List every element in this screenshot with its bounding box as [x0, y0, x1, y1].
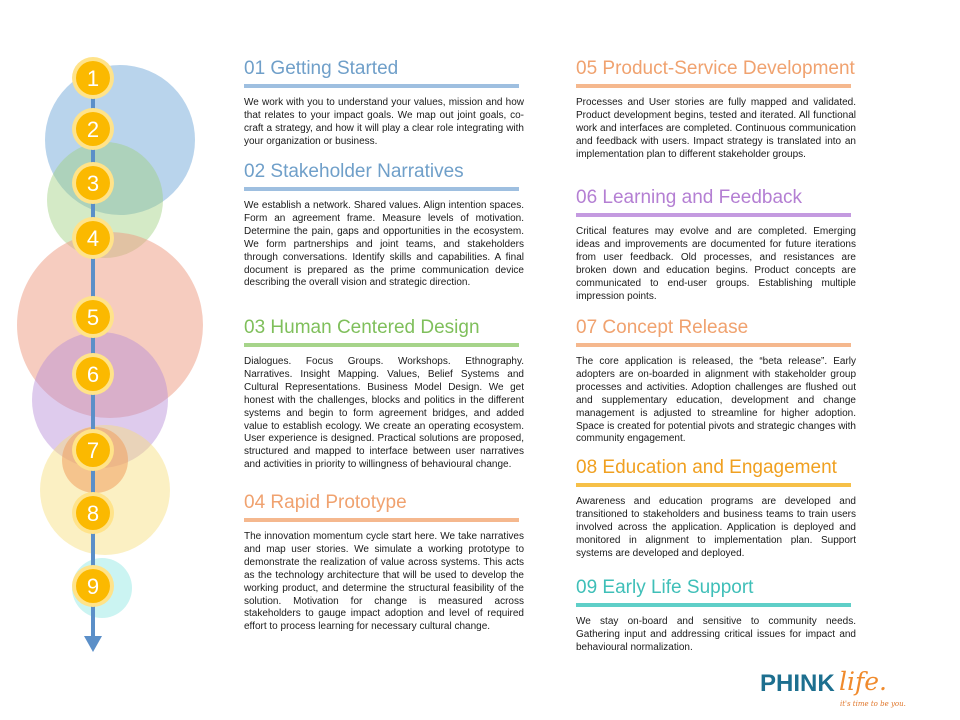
section-divider: [576, 84, 851, 88]
section-06: [576, 187, 856, 303]
step-marker-2: [72, 108, 114, 150]
section-divider: [576, 603, 851, 607]
marker-number: 7: [86, 438, 100, 463]
timeline-graphic: [0, 0, 230, 720]
section-divider: [244, 343, 519, 347]
section-divider: [244, 84, 519, 88]
section-01: [244, 58, 524, 149]
step-marker-4: [72, 217, 114, 259]
section-05: [576, 58, 856, 162]
marker-number: 1: [86, 66, 100, 91]
section-title: 09 Early Life Support: [576, 577, 754, 598]
section-body: We stay on-board and sensitive to community needs. Gathering input and addressing critical issues for impact and behavioural normalization.: [576, 616, 856, 653]
section-03: [244, 317, 524, 472]
section-08: [576, 457, 856, 561]
marker-number: 8: [86, 501, 100, 526]
marker-number: 5: [86, 305, 100, 330]
section-title: 03 Human Centered Design: [244, 317, 480, 338]
step-marker-6: [72, 353, 114, 395]
section-divider: [576, 483, 851, 487]
section-body: Dialogues. Focus Groups. Workshops. Ethnography. Narratives. Insight Mapping. Values, Belief Systems and Cultural Representations. Business Model Design. We get honest with the challenges, blocks and politics in the different systems and begin to form agreement bridges, and added value to establish ecology. We create an operating ecosystem. User experience is designed. Practical solutions are proposed, structured and mapped to interface between user narratives and activities in priority to willingness of behavioural change.: [244, 356, 524, 471]
arrow-head-icon: [84, 636, 102, 652]
section-09: [576, 577, 856, 655]
section-title: 01 Getting Started: [244, 58, 399, 79]
marker-number: 2: [86, 117, 100, 142]
step-marker-8: [72, 492, 114, 534]
section-body: Processes and User stories are fully mapped and validated. Product development begins, tested and iterated. All functional work and interfaces are completed. Continuous communication and feedback with users. Impact strategy is translated into an implementation plan to different stakeholder groups.: [576, 97, 856, 160]
section-04: [244, 492, 524, 634]
section-body: The innovation momentum cycle start here. We take narratives and map user stories. We simulate a working prototype to demonstrate the realization of value across systems. This acts as the technology architecture that will be used to develop the working product, and determine the structural feasibility of the solution. Motivation for change is measured across stakeholders to gauge impact adoption and level of required effort to process learning for necessary cultural change.: [244, 531, 524, 633]
step-marker-9: [72, 565, 114, 607]
step-marker-1: [72, 57, 114, 99]
logo-brand: PHINK: [760, 670, 835, 697]
logo-tagline: it's time to be you.: [840, 700, 906, 708]
logo-brand-script: life.: [839, 667, 887, 696]
section-divider: [244, 187, 519, 191]
section-02: [244, 161, 524, 290]
step-marker-5: [72, 296, 114, 338]
marker-number: 9: [86, 574, 100, 599]
section-title: 08 Education and Engagement: [576, 457, 837, 478]
section-body: The core application is released, the “beta release”. Early adopters are on-boarded in alignment with stakeholder group processes and activities. Adoption challenges are flushed out and supplementary education, development and change management is adjusted to streamline for higher adoption. Space is created for potential pivots and strategic changes with community engagement.: [576, 356, 856, 445]
section-07: [576, 317, 856, 446]
overlap-circles: [17, 65, 203, 618]
section-title: 06 Learning and Feedback: [576, 187, 803, 208]
step-marker-3: [72, 162, 114, 204]
section-body: We work with you to understand your values, mission and how that relates to your impact goals. We map out joint goals, co-craft a strategy, and how it will play a clear role integrating with your organization or business.: [244, 97, 524, 147]
section-body: Critical features may evolve and are completed. Emerging ideas and improvements are documented for future iterations from user feedback. Old processes, and resistances are broken down and education begins. Product concepts are communicated to end-user groups. Establishing multiple impression points.: [576, 226, 856, 302]
marker-number: 6: [86, 362, 100, 387]
section-title: 07 Concept Release: [576, 317, 749, 338]
marker-number: 4: [86, 226, 100, 251]
section-body: We establish a network. Shared values. Align intention spaces. Form an agreement frame. Measure levels of motivation. Determine the pain, gaps and opportunities in the ecosystem. We form partnerships and joint teams, and stakeholders through conversations. Identify skills and capabilities. A final document is prepared as the prime communication device describing the overall vision and strategic direction.: [244, 200, 524, 289]
section-divider: [244, 518, 519, 522]
section-divider: [576, 343, 851, 347]
step-marker-7: [72, 429, 114, 471]
section-body: Awareness and education programs are developed and transitioned to stakeholders and business teams to train users involved across the application. Application is deployed and monitored in alignment to implementation plan. Support systems are developed and deployed.: [576, 496, 856, 559]
section-title: 05 Product-Service Development: [576, 58, 855, 79]
section-divider: [576, 213, 851, 217]
section-title: 04 Rapid Prototype: [244, 492, 407, 513]
phink-life-logo: [760, 667, 906, 718]
marker-number: 3: [86, 171, 100, 196]
section-title: 02 Stakeholder Narratives: [244, 161, 464, 182]
